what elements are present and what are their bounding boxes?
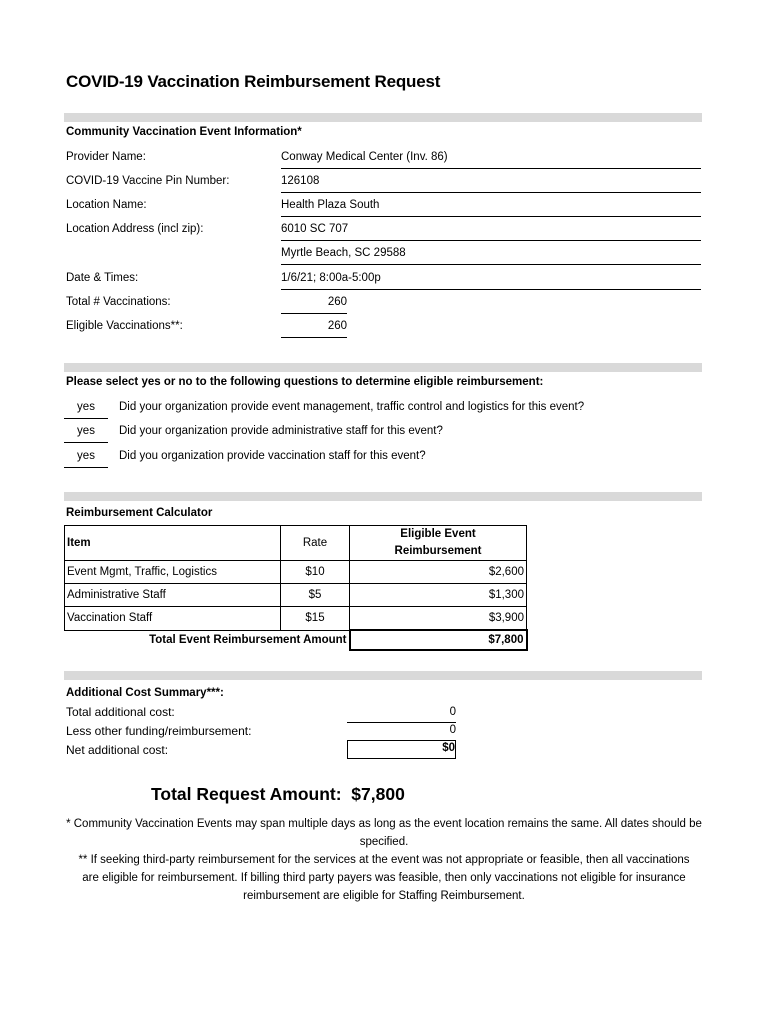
total-reimbursement-value: $7,800 [350,630,527,650]
row-item: Vaccination Staff [65,607,281,631]
section-divider [64,113,702,122]
section-divider [64,492,702,501]
location-address-line1-field[interactable]: 6010 SC 707 [281,222,701,241]
date-times-field[interactable]: 1/6/21; 8:00a-5:00p [281,271,701,290]
table-row [65,607,527,631]
row-rate: $5 [281,584,350,607]
calculator-heading: Reimbursement Calculator [66,507,213,519]
eligible-vaccinations-value: 260 [327,320,347,332]
page-title: COVID-19 Vaccination Reimbursement Request [66,72,441,91]
question-1-text: Did your organization provide event management, traffic control and logistics for this event? [119,401,585,413]
event-info-heading: Community Vaccination Event Information* [66,126,302,138]
vaccine-pin-field[interactable]: 126108 [281,174,701,193]
less-funding-label: Less other funding/reimbursement: [66,724,252,738]
vaccine-pin-label: COVID-19 Vaccine Pin Number: [66,175,230,187]
total-vaccinations-label: Total # Vaccinations: [66,296,171,308]
total-request-label: Total Request Amount: [151,784,342,804]
less-funding-field[interactable]: 0 [449,724,456,736]
row-rate: $10 [281,561,350,584]
table-row [65,561,527,584]
row-amount: $1,300 [350,584,527,607]
question-2-answer[interactable]: yes [64,424,108,443]
table-row [65,584,527,607]
total-vaccinations-value: 260 [327,296,347,308]
provider-name-field[interactable]: Conway Medical Center (Inv. 86) [281,150,701,169]
additional-cost-heading: Additional Cost Summary***: [66,687,224,699]
total-additional-cost-label: Total additional cost: [66,705,175,719]
footnote-1: * Community Vaccination Events may span multiple days as long as the event location remains the same. All dates should be specified. [66,818,702,848]
column-header-eligible-line1: Eligible Event [400,528,476,540]
eligible-vaccinations-field[interactable] [281,319,347,338]
questions-heading: Please select yes or no to the following questions to determine eligible reimbursement: [66,376,544,388]
footnotes [64,815,704,905]
net-additional-cost-value: $0 [347,740,456,759]
row-amount: $3,900 [350,607,527,631]
table-header-row [65,526,527,561]
provider-name-label: Provider Name: [66,151,146,163]
total-additional-cost-field[interactable]: 0 [347,705,456,723]
location-address-label: Location Address (incl zip): [66,223,204,235]
section-divider [64,363,702,372]
total-reimbursement-label: Total Event Reimbursement Amount [65,630,350,650]
column-header-rate: Rate [281,526,350,561]
footnote-2: ** If seeking third-party reimbursement for the services at the event was not appropriate or feasible, then all vaccinations are eligible for reimbursement. If billing third party payers was feasible, then only vaccinations not eligible for insurance reimbursement are eligible for Staffing Reimbursement. [78,854,690,902]
total-vaccinations-field[interactable] [281,295,347,314]
location-name-field[interactable]: Health Plaza South [281,198,701,217]
location-address-line2-field[interactable]: Myrtle Beach, SC 29588 [281,246,701,265]
question-3-answer[interactable]: yes [64,449,108,468]
reimbursement-calculator-table [64,525,528,651]
location-name-label: Location Name: [66,199,147,211]
row-item: Event Mgmt, Traffic, Logistics [65,561,281,584]
question-1-answer[interactable]: yes [64,400,108,419]
total-request-value: $7,800 [351,784,405,804]
question-3-text: Did you organization provide vaccination staff for this event? [119,450,426,462]
total-request [151,784,405,805]
section-divider [64,671,702,680]
column-header-item: Item [65,526,281,561]
column-header-eligible [350,526,527,561]
table-total-row [65,630,527,650]
column-header-eligible-line2: Reimbursement [394,545,482,557]
net-additional-cost-label: Net additional cost: [66,743,169,757]
row-amount: $2,600 [350,561,527,584]
row-item: Administrative Staff [65,584,281,607]
date-times-label: Date & Times: [66,272,139,284]
eligible-vaccinations-label: Eligible Vaccinations**: [66,320,183,332]
row-rate: $15 [281,607,350,631]
question-2-text: Did your organization provide administrative staff for this event? [119,425,443,437]
